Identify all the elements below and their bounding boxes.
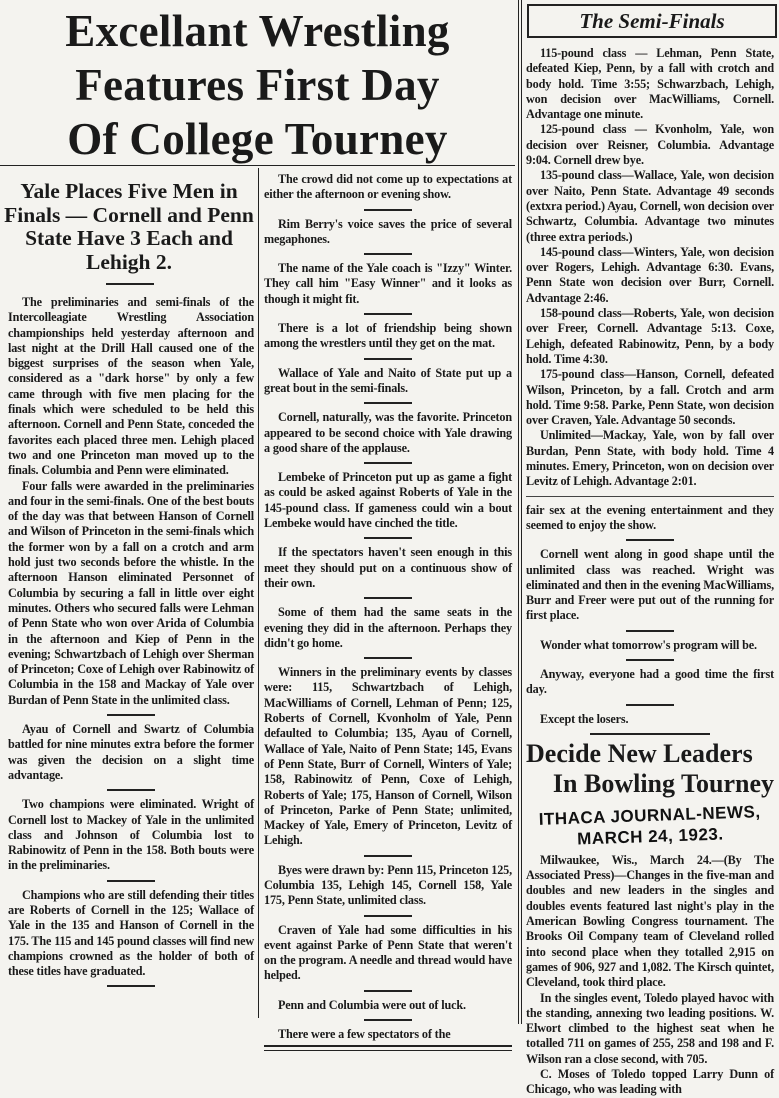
headline-line-1: Excellant Wrestling: [65, 6, 450, 56]
headline-rule: [0, 165, 515, 166]
bowling-headline-line-1: Decide New Leaders: [526, 738, 753, 768]
divider: [107, 985, 155, 987]
paragraph: Anyway, everyone had a good time the first day.: [526, 666, 774, 697]
paragraph: Wallace of Yale and Naito of State put up a great bout in the semi-finals.: [264, 365, 512, 395]
divider: [626, 704, 674, 706]
column-end-rule: [264, 1045, 512, 1051]
article-middle-column: [264, 172, 512, 1051]
divider: [364, 402, 412, 404]
divider: [364, 915, 412, 917]
divider: [364, 462, 412, 464]
date-stamp: [531, 801, 768, 851]
subheadline: Yale Places Five Men in Finals — Cornell and Penn State Have 3 Each and Lehigh 2.: [4, 179, 254, 274]
bowling-headline-line-2: In Bowling Tourney: [552, 768, 774, 798]
column-rule: [521, 0, 522, 1024]
paragraph: Winners in the preliminary events by classes were: 115, Schwartzbach of Lehigh, MacWilliams of Cornell, Lehman of Penn; 125, Roberts of Cornell, Kvonholm of Yale, Penn defaulted to Columbia; 135, Ayau of Cornell, Wallace of Yale, Naito of Penn State; 145, Evans of Penn State, Burr of Cornell, Winters of Yale; 158, Rabinowitz of Penn, Coxe of Lehigh, Roberts of Yale; 175, Hanson of Cornell, Wilson of Princeton, Parke of Penn State; unlimited, Mackey of Yale, Emery of Princeton, Levitz of Lehigh.: [264, 665, 512, 848]
paragraph: If the spectators haven't seen enough in this meet they should put on a continuous show of their own.: [264, 545, 512, 590]
paragraph: C. Moses of Toledo topped Larry Dunn of Chicago, who was leading with: [526, 1067, 774, 1097]
paragraph: The preliminaries and semi-finals of the Intercolleagiate Wrestling Association championships held yesterday afternoon and last night at the Drill Hall caused one of the biggest surprises of the season when Yale, considered as a "dark horse" by only a few came through with five men placing for the finals which were scheduled to be held this afternoon. Cornell and Penn State, conceded the favorites each placed three men. Lehigh placed two and one Princeton man moved up to the finals. Columbia and Penn were eliminated.: [8, 295, 254, 478]
result-paragraph: 175-pound class—Hanson, Cornell, defeated Wilson, Princeton, by a fall. Crotch and arm hold. Time 9:58. Parke, Penn State, won decision over Craven, Yale. Advantage 50 seconds.: [526, 367, 774, 428]
divider: [626, 659, 674, 661]
article-separator: [590, 733, 710, 735]
stamp-line-1: ITHACA JOURNAL-NEWS,: [538, 802, 761, 829]
divider: [364, 253, 412, 255]
divider: [364, 358, 412, 360]
divider: [364, 855, 412, 857]
divider: [364, 990, 412, 992]
headline-line-3: Of College Tourney: [67, 114, 448, 164]
result-paragraph: 145-pound class—Winters, Yale, won decision over Rogers, Lehigh. Advantage 6:30. Evans, Penn State won decision over Burr, Cornell. Advantage 2:46.: [526, 244, 774, 305]
divider: [364, 537, 412, 539]
column-rule: [518, 0, 519, 1024]
paragraph: Some of them had the same seats in the evening they did in the afternoon. Perhaps they didn't go home.: [264, 605, 512, 650]
paragraph: Two champions were eliminated. Wright of Cornell lost to Mackey of Yale in the unlimited class and Johnson of Columbia lost to Rabinowitz of Penn in the 158. Both bouts were in the preliminaries.: [8, 797, 254, 873]
result-paragraph: 115-pound class — Lehman, Penn State, defeated Kiep, Penn, by a fall with crotch and body hold. Time 3:55; Schwarzbach, Lehigh, won decision over MacWilliams, Cornell. Advantage one minute.: [526, 46, 774, 122]
paragraph: Four falls were awarded in the preliminaries and four in the semi-finals. One of the best bouts of the day was that between Hanson of Cornell and Wilson of Princeton in the semi-finals which the former won by a fall on a crotch and arm hold just two seconds before the whistle. In the afternoon Hanson eliminated Personnet of Columbia by securing a fall in little over eight minutes. Others who secured falls were Lehman of Penn State who won over Arida of Columbia in the afternoon and Kiep of Penn in the evening; Schwartzbach of Lehigh over Sherman of Princeton; Coxe of Lehigh over Rabinowitz of Columbia in the 158 and Mackay of Yale over Burdan of Penn State in the unlimited class.: [8, 478, 254, 707]
paragraph: Cornell, naturally, was the favorite. Princeton appeared to be second choice with Yale drawing a good share of the applause.: [264, 410, 512, 455]
divider: [364, 597, 412, 599]
result-paragraph: Unlimited—Mackay, Yale, won by fall over Burdan, Penn State, with body hold. Time 4 minutes. Emery, Princeton, won on decision over Levitz of Lehigh. Advantage 2:01.: [526, 428, 774, 489]
paragraph: Champions who are still defending their titles are Roberts of Cornell in the 125; Wallace of Yale in the 135 and Hanson of Cornell in the 175. The 115 and 145 pound classes will find new champions crowned as the holder of both of these titles have graduated.: [8, 887, 254, 979]
divider: [364, 209, 412, 211]
divider: [364, 1019, 412, 1021]
paragraph: Lembeke of Princeton put up as game a fight as could be asked against Roberts of Yale in the 145-pound class. If gameness could win a bout Lembeke would have cinched the title.: [264, 470, 512, 531]
paragraph: The name of the Yale coach is "Izzy" Winter. They call him "Easy Winner" and it looks as though it might fit.: [264, 261, 512, 306]
semi-finals-box-title: The Semi-Finals: [527, 4, 777, 38]
paragraph: Cornell went along in good shape until the unlimited class was reached. Wright was eliminated and then in the evening MacWilliams, Burr and Freer were put out of the running for first place.: [526, 547, 774, 623]
article-right-column: [526, 46, 774, 1098]
paragraph: Milwaukee, Wis., March 24.—(By The Associated Press)—Changes in the five-man and doubles and new leaders in the singles and doubles events featured last night's play in the American Bowling Congress tournament. The Brooks Oil Company team of Cleveland rolled into second place when they totalled 2,915 on games of 906, 927 and 1,082. The Kirsch quintet, Cleveland, took third place.: [526, 852, 774, 990]
divider: [364, 657, 412, 659]
divider: [626, 539, 674, 541]
divider: [626, 630, 674, 632]
paragraph: There were a few spectators of the: [278, 1027, 451, 1042]
column-rule: [258, 168, 259, 1018]
paragraph: In the singles event, Toledo played havoc with the standing, annexing two leading positions. W. Elwort climbed to the highest seat when he totalled 711 on games of 255, 258 and 198 and F. Wilson ran a close second, with 705.: [526, 990, 774, 1066]
paragraph: Byes were drawn by: Penn 115, Princeton 125, Columbia 135, Lehigh 145, Cornell 158, Yale 175, Penn State, unlimited class.: [264, 862, 512, 908]
divider: [107, 789, 155, 791]
paragraph: Except the losers.: [540, 711, 629, 726]
divider: [107, 880, 155, 882]
section-rule: [526, 496, 774, 497]
divider: [107, 714, 155, 716]
paragraph: Penn and Columbia were out of luck.: [278, 997, 466, 1012]
paragraph: The crowd did not come up to expectations at either the afternoon or evening show.: [264, 172, 512, 202]
divider: [364, 313, 412, 315]
paragraph: Wonder what tomorrow's program will be.: [540, 637, 757, 652]
paragraph: Ayau of Cornell and Swartz of Columbia battled for nine minutes extra before the former was given the decision on a slight time advantage.: [8, 722, 254, 782]
article-left-column: [8, 295, 254, 993]
headline-line-2: Features First Day: [75, 60, 440, 110]
result-paragraph: 135-pound class—Wallace, Yale, won decision over Naito, Penn State. Advantage 49 seconds (extxra period.) Ayau, Cornell, won decision over Schwartz, Columbia. Advantage two minutes (three extra periods.): [526, 168, 774, 244]
paragraph: fair sex at the evening entertainment and they seemed to enjoy the show.: [526, 502, 774, 532]
divider: [106, 283, 154, 285]
result-paragraph: 158-pound class—Roberts, Yale, won decision over Freer, Cornell. Advantage 5:13. Coxe, Lehigh, defeated Rabinowitz, Penn, by a body hold. Time 4:30.: [526, 306, 774, 366]
paragraph: Craven of Yale had some difficulties in his event against Parke of Penn State that weren't on the program. A needle and thread would have helped.: [264, 922, 512, 983]
paragraph: Rim Berry's voice saves the price of several megaphones.: [264, 216, 512, 246]
stamp-line-2: MARCH 24, 1923.: [576, 824, 724, 849]
result-paragraph: 125-pound class — Kvonholm, Yale, won decision over Reisner, Columbia. Advantage 9:04. Cornell drew bye.: [526, 122, 774, 168]
paragraph: There is a lot of friendship being shown among the wrestlers until they get on the mat.: [264, 321, 512, 351]
